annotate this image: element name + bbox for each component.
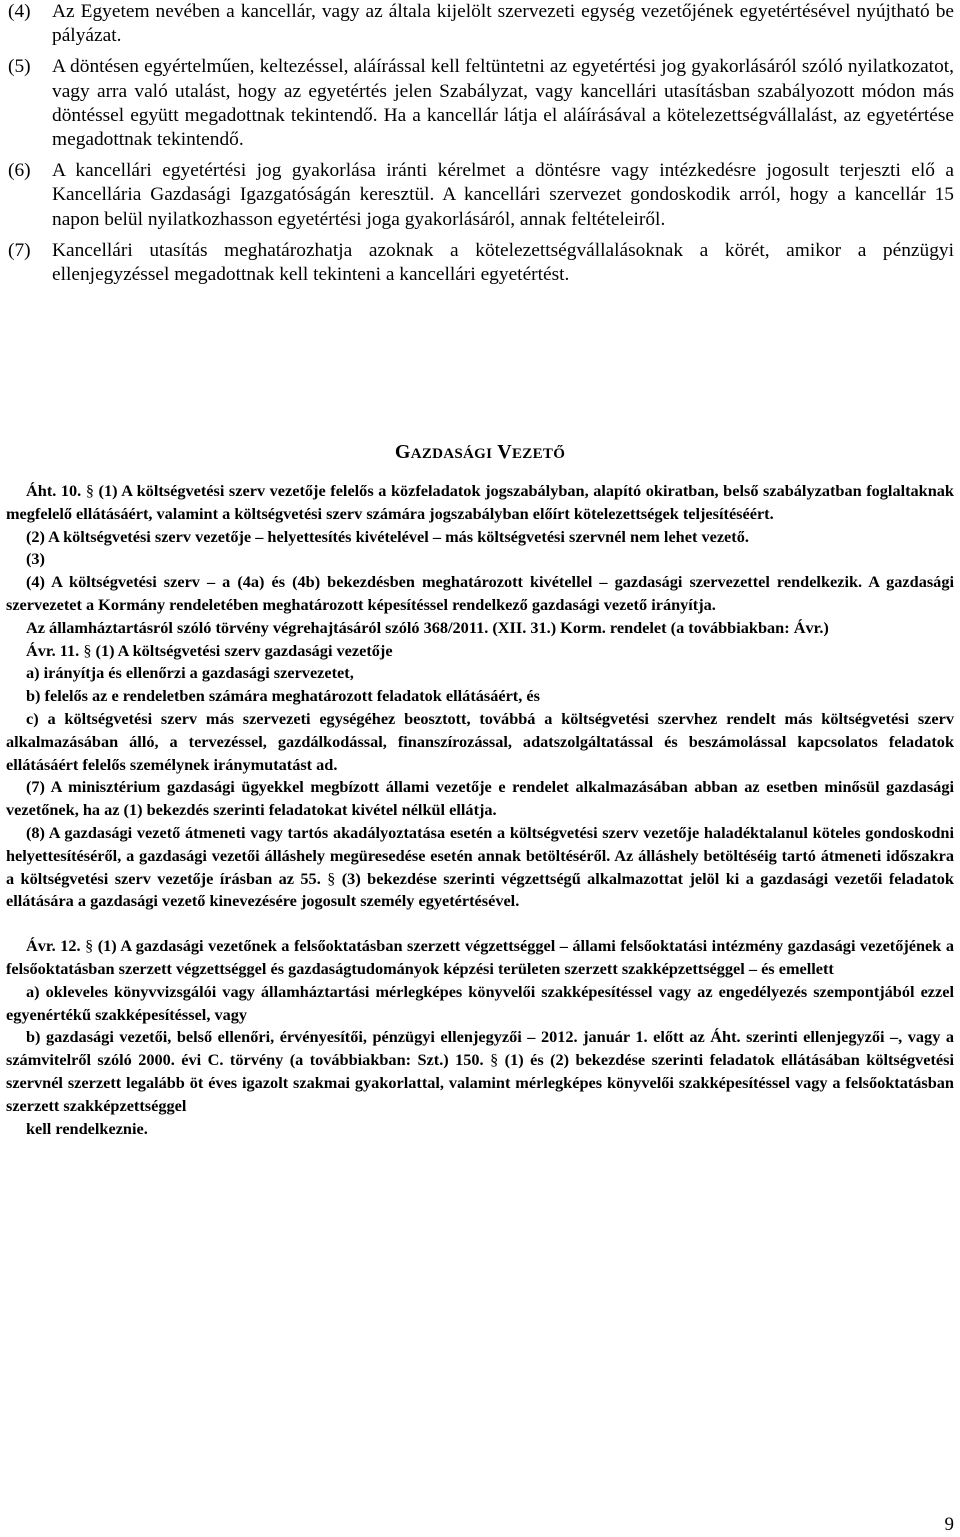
- avr12-end: kell rendelkeznie.: [26, 1118, 148, 1138]
- avr11-point-b: b) felelős az e rendeletben számára meghatározott feladatok ellátásáért, és: [26, 686, 540, 706]
- citation-text: (3) bekezdése szerinti végzettségű alkalmazottat jelöl ki a gazdasági vezetői feladatok ellátására a gazdasági vezető kinevezésére jogosult személy egyetértésével.: [6, 868, 954, 911]
- avr11-para1: [6, 640, 954, 663]
- legal-citations: [6, 480, 954, 1140]
- section-symbol: §: [83, 640, 92, 660]
- citation-text: (1) A költségvetési szerv vezetője felelős a közfeladatok jogszabályban, alapító okiratban, belső szabályzatban foglaltaknak megfelelő ellátásáért, valamint a költségvetési szerv számára jogszabályban előírt kötelezettségek teljesítéséért.: [6, 481, 954, 523]
- avr12-point-a: a) okleveles könyvvizsgálói vagy államháztartási mérlegképes könyvelői szakképesítéssel vagy az engedélyezés szempontjából ezzel egyenértékű szakképesítéssel, vagy: [6, 981, 954, 1024]
- heading-initial: G: [394, 441, 411, 463]
- citation-text: (8) A gazdasági vezető átmeneti vagy tartós akadályoztatása esetén a költségvetési szerv vezetője haladéktalanul köteles gondoskodni helyettesítéséről, a gazdasági vezetői álláshely megüresedése esetén annak betöltéséről. Az álláshely betöltéséig tartó átmeneti időszakra a költségvetési szerv vezetője írásban az 55.: [6, 822, 954, 888]
- heading-initial: V: [497, 441, 512, 463]
- avr11-para8: [6, 822, 954, 913]
- spacer: [6, 913, 954, 935]
- paragraph-4: [8, 0, 954, 48]
- section-symbol: §: [85, 481, 94, 500]
- section-symbol: §: [327, 868, 336, 888]
- avr12-para1: [6, 935, 954, 981]
- heading-smallcaps: AZDASÁGI: [410, 446, 493, 462]
- paragraph-number: (5): [8, 56, 31, 78]
- paragraph-7: [8, 239, 954, 287]
- citation-ref: Ávr. 11.: [26, 640, 80, 660]
- paragraph-5: [8, 55, 954, 152]
- paragraph-text: Az Egyetem nevében a kancellár, vagy az általa kijelölt szervezeti egység vezetőjének egyetértésével nyújtható be pályázat.: [52, 1, 954, 47]
- aht10-para1: [6, 480, 954, 526]
- citation-text: (1) és (2) bekezdése szerinti feladatok ellátásában költségvetési szervnél szerzett legalább öt éves igazolt szakmai gyakorlattal, valamint mérlegképes könyvelői szakképesítéssel vagy a felsőoktatásban szerzett szakképzettséggel: [6, 1050, 955, 1115]
- citation-ref: Ávr. 12.: [26, 936, 81, 956]
- heading-smallcaps: EZETŐ: [511, 446, 566, 462]
- aht10-para3: (3): [26, 549, 45, 569]
- page-number: 9: [944, 1514, 954, 1535]
- paragraph-number: (4): [8, 1, 31, 22]
- citation-text: (1) A gazdasági vezetőnek a felsőoktatásban szerzett végzettséggel – állami felsőoktatási intézmény gazdasági vezetőjének a felsőoktatásban szerzett végzettséggel és gazdaságtudományok képzési területen szerzett szakképzettséggel – és emellett: [6, 936, 954, 978]
- paragraph-text: A döntésen egyértelműen, keltezéssel, aláírással kell feltüntetni az egyetértési jog gyakorlásáról szóló nyilatkozatot, vagy arra való utalást, hogy az egyetértés jelen Szabályzat, vagy kancellári utasításban szabályozott módon más döntéssel együtt megadottnak tekintendő. Ha a kancellár látja el aláírásával a kötelezettségvállalást, az egyetértése megadottnak tekintendő.: [52, 56, 954, 151]
- paragraph-text: Kancellári utasítás meghatározhatja azoknak a kötelezettségvállalásoknak a körét, amikor a pénzügyi ellenjegyzéssel megadottnak kell tekinteni a kancellári egyetértést.: [52, 239, 954, 286]
- citation-ref: Áht. 10.: [26, 481, 82, 500]
- section-symbol: §: [490, 1050, 499, 1070]
- aht10-para4: (4) A költségvetési szerv – a (4a) és (4b) bekezdésben meghatározott kivétellel – gazdasági szervezettel rendelkezik. A gazdasági szervezetet a Kormány rendeletében meghatározott képesítéssel rendelkező gazdasági vezető irányítja.: [6, 572, 954, 614]
- paragraph-text: A kancellári egyetértési jog gyakorlása iránti kérelmet a döntésre vagy intézkedésre jogosult terjeszti elő a Kancellária Gazdasági Igazgatóságán keresztül. A kancellári szervezet gondoskodik arról, hogy a kancellár 15 napon belül nyilatkozhasson egyetértési joga gyakorlásáról, annak feltételeiről.: [52, 160, 954, 230]
- paragraph-number: (6): [8, 160, 31, 182]
- avr11-para7: (7) A minisztérium gazdasági ügyekkel megbízott állami vezetője e rendelet alkalmazásában abban az esetben minősül gazdasági vezetőnek, ha az (1) bekezdés szerinti feladatokat kivétel nélkül ellátja.: [6, 777, 954, 820]
- aht10-para2: (2) A költségvetési szerv vezetője – helyettesítés kivételével – más költségvetési szervnél nem lehet vezető.: [26, 526, 749, 546]
- avr11-point-c: c) a költségvetési szerv más szervezeti egységéhez beosztott, továbbá a költségvetési szervhez rendelt más költségvetési szerv alkalmazásában álló, a tervezéssel, gazdálkodással, finanszírozással, adatszolgáltatással és beszámolással kapcsolatos feladatok ellátásáért felelős személynek iránymutatást ad.: [6, 708, 954, 774]
- avr11-point-a: a) irányítja és ellenőrzi a gazdasági szervezetet,: [26, 663, 354, 683]
- avr12-point-b: [6, 1026, 954, 1117]
- avr-definition: Az államháztartásról szóló törvény végrehajtásáról szóló 368/2011. (XII. 31.) Korm. rendelet (a továbbiakban: Ávr.): [26, 617, 829, 637]
- section-heading: [0, 441, 960, 464]
- citation-text: (1) A költségvetési szerv gazdasági vezetője: [95, 640, 393, 660]
- citation-text: b) gazdasági vezetői, belső ellenőri, érvényesítői, pénzügyi ellenjegyzői – 2012. január 1. előtt az Áht. szerinti ellenjegyzői –, vagy a számvitelről szóló 2000. évi C. törvény (a továbbiakban: Szt.) 150.: [6, 1027, 954, 1070]
- paragraph-number: (7): [8, 239, 31, 261]
- paragraph-6: [8, 159, 954, 232]
- paragraph-list-top: [8, 0, 954, 294]
- section-symbol: §: [85, 936, 94, 956]
